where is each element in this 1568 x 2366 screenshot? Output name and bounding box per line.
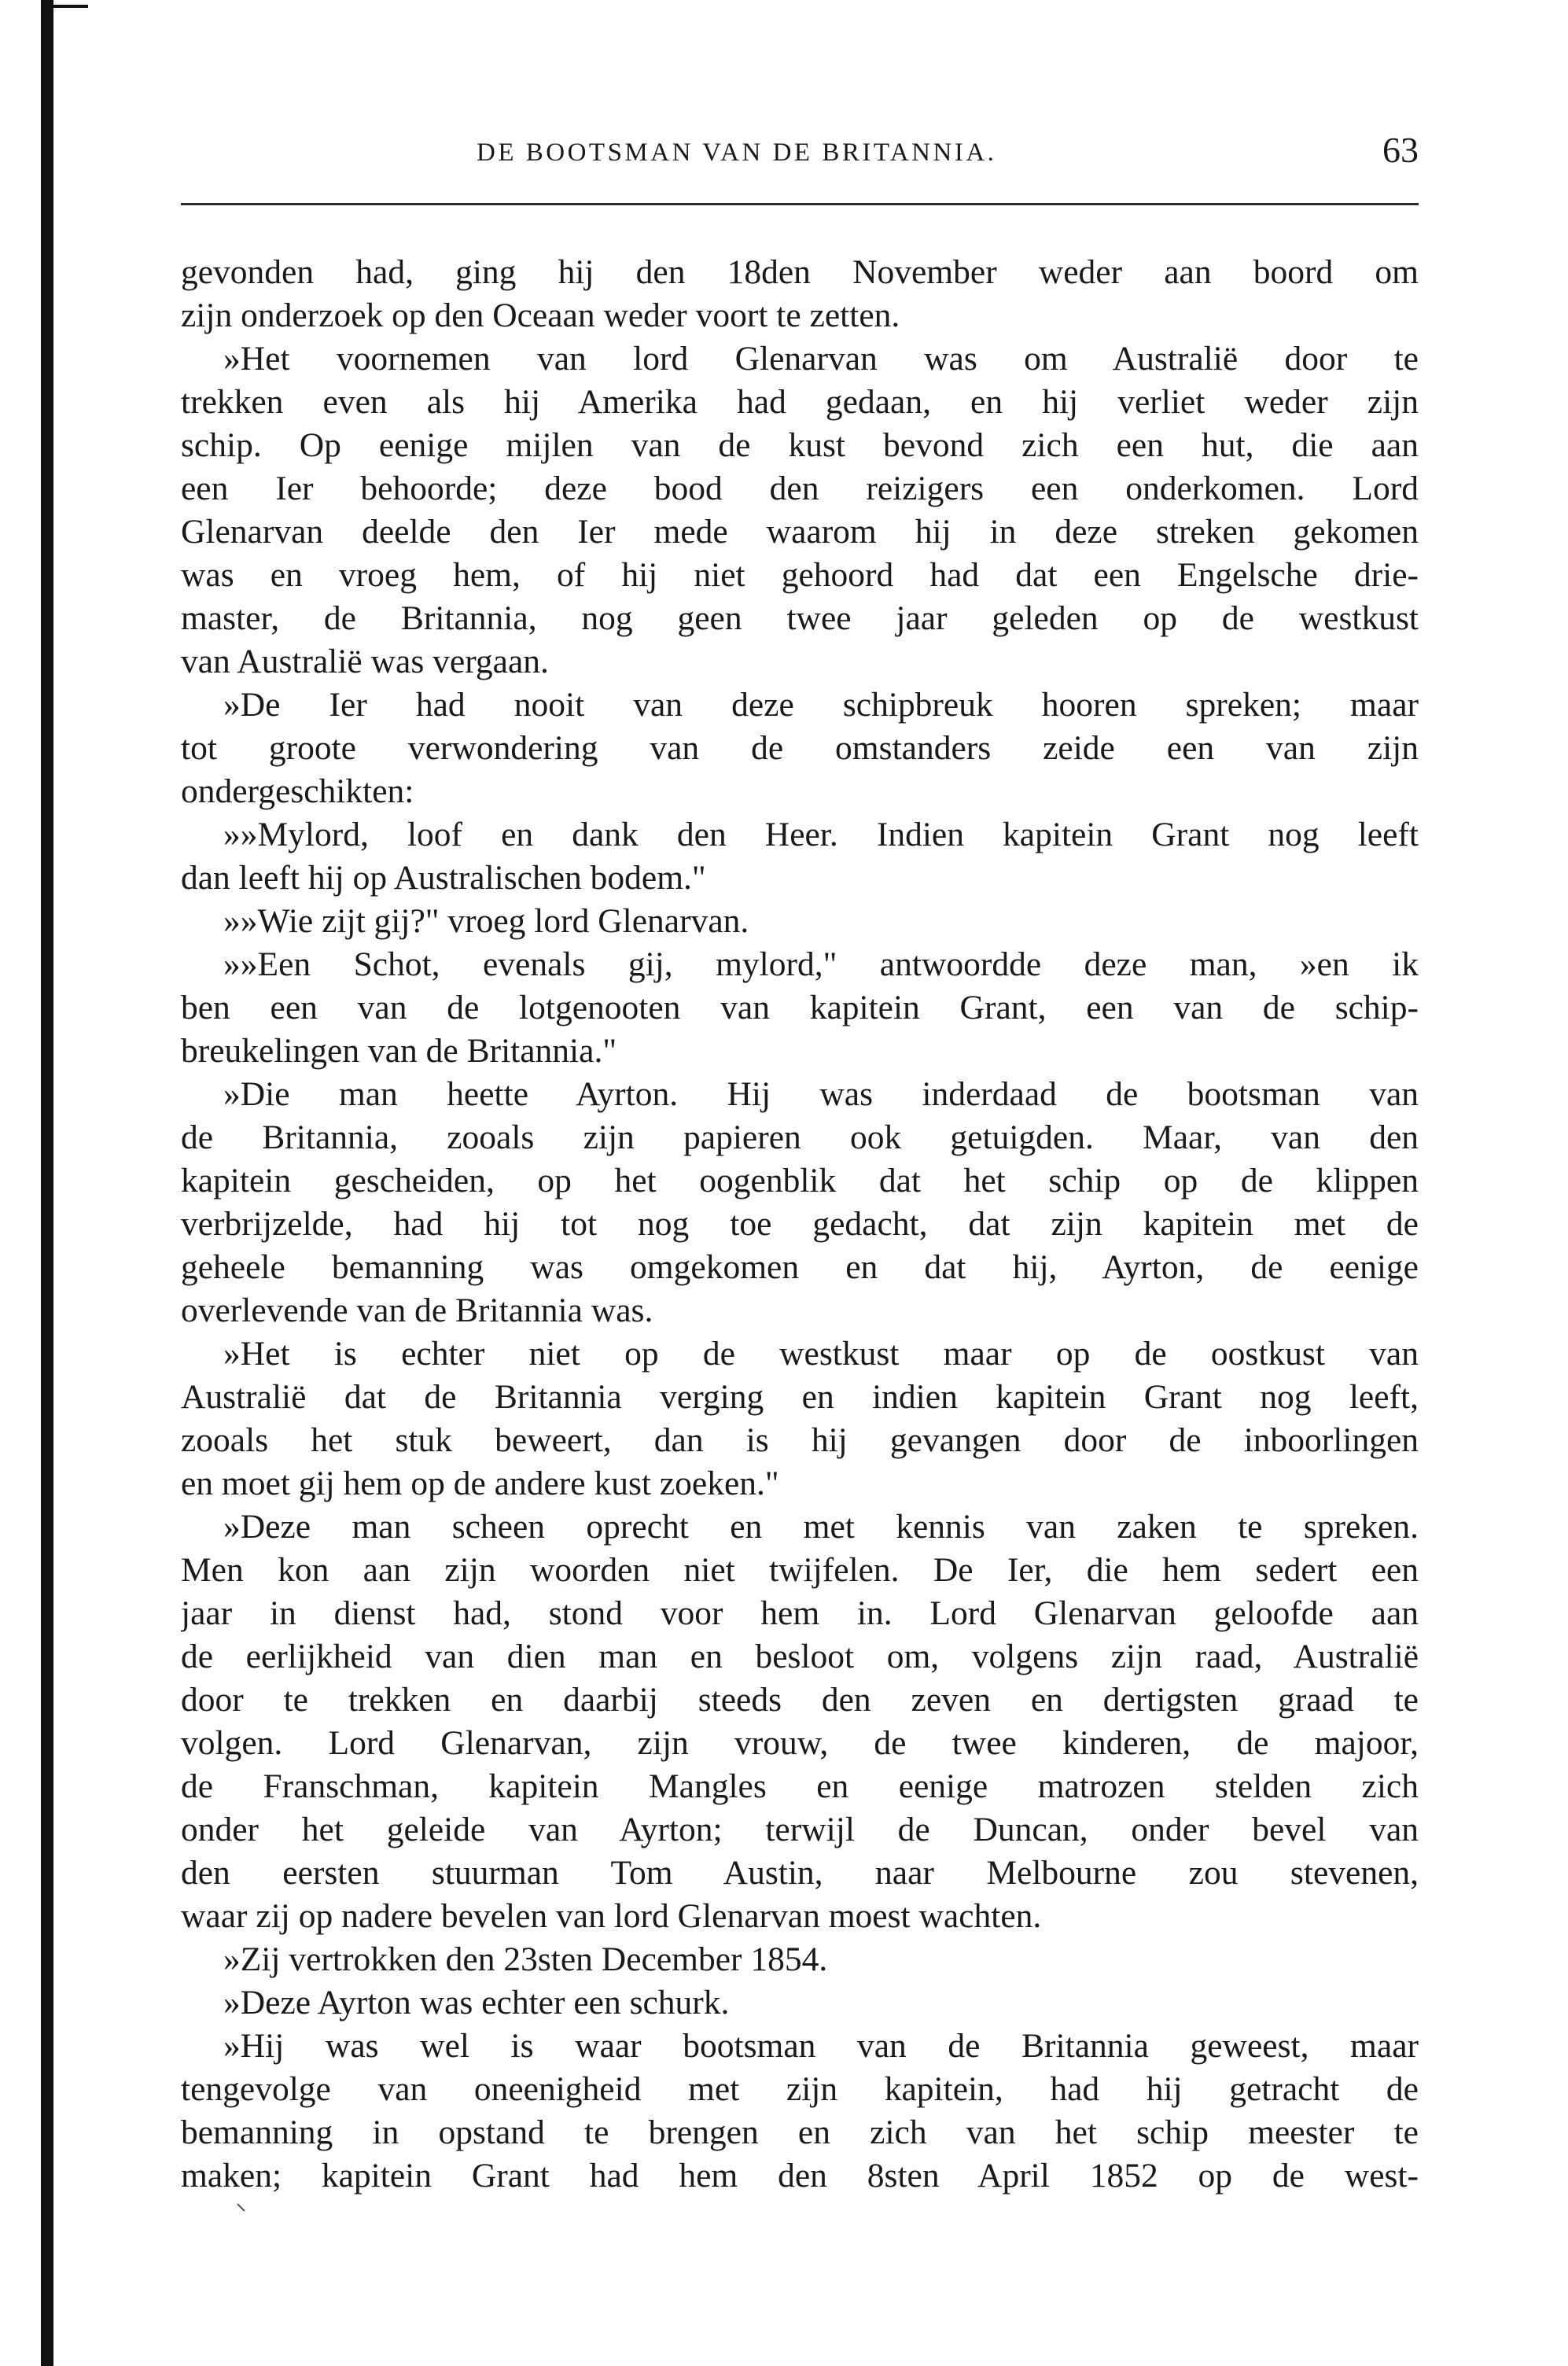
text-line: bemanning in opstand te brengen en zich van het schip meester te bbox=[181, 2114, 1419, 2151]
text-line: zooals het stuk beweert, dan is hij gevangen door de inboorlingen bbox=[181, 1421, 1419, 1459]
text-line: master, de Britannia, nog geen twee jaar geleden op de westkust bbox=[181, 599, 1419, 637]
body-text bbox=[181, 251, 1419, 2198]
text-line: overlevende van de Britannia was. bbox=[181, 1292, 653, 1329]
text-line: een Ier behoorde; deze bood den reizigers een onderkomen. Lord bbox=[181, 470, 1419, 507]
text-line: »Het voornemen van lord Glenarvan was om Australië door te bbox=[223, 340, 1419, 378]
text-line: kapitein gescheiden, op het oogenblik dat het schip op de klippen bbox=[181, 1162, 1419, 1200]
text-line: maken; kapitein Grant had hem den 8sten April 1852 op de west- bbox=[181, 2157, 1419, 2195]
text-line: »Die man heette Ayrton. Hij was inderdaad de bootsman van bbox=[223, 1075, 1419, 1113]
text-line: »»Een Schot, evenals gij, mylord," antwoordde deze man, »en ik bbox=[223, 945, 1419, 983]
text-line: de Franschman, kapitein Mangles en eenige matrozen stelden zich bbox=[181, 1767, 1419, 1805]
text-line: den eersten stuurman Tom Austin, naar Melbourne zou stevenen, bbox=[181, 1854, 1419, 1892]
text-line: Men kon aan zijn woorden niet twijfelen. De Ier, die hem sedert een bbox=[181, 1551, 1419, 1589]
text-line: verbrijzelde, had hij tot nog toe gedacht, dat zijn kapitein met de bbox=[181, 1205, 1419, 1243]
book-spine-corner bbox=[47, 5, 88, 8]
text-line: de Britannia, zooals zijn papieren ook getuigden. Maar, van den bbox=[181, 1119, 1419, 1156]
text-line: ondergeschikten: bbox=[181, 772, 414, 810]
running-header bbox=[181, 130, 1419, 182]
text-line: »Hij was wel is waar bootsman van de Britannia geweest, maar bbox=[223, 2027, 1419, 2065]
text-line: waar zij op nadere bevelen van lord Glenarvan moest wachten. bbox=[181, 1897, 1042, 1935]
text-line: tot groote verwondering van de omstanders zeide een van zijn bbox=[181, 729, 1419, 767]
text-line: volgen. Lord Glenarvan, zijn vrouw, de twee kinderen, de majoor, bbox=[181, 1724, 1419, 1762]
text-line: »»Wie zijt gij?" vroeg lord Glenarvan. bbox=[223, 902, 749, 940]
text-line: en moet gij hem op de andere kust zoeken." bbox=[181, 1465, 779, 1502]
text-line: door te trekken en daarbij steeds den zeven en dertigsten graad te bbox=[181, 1681, 1419, 1719]
text-line: breukelingen van de Britannia." bbox=[181, 1032, 617, 1070]
text-line: tengevolge van oneenigheid met zijn kapitein, had hij getracht de bbox=[181, 2070, 1419, 2108]
text-line: onder het geleide van Ayrton; terwijl de Duncan, onder bevel van bbox=[181, 1811, 1419, 1848]
header-rule bbox=[181, 203, 1419, 205]
text-line: dan leeft hij op Australischen bodem." bbox=[181, 859, 706, 897]
text-line: ben een van de lotgenooten van kapitein Grant, een van de schip- bbox=[181, 989, 1419, 1026]
stray-ink-mark bbox=[236, 2202, 247, 2213]
text-line: zijn onderzoek op den Oceaan weder voort te zetten. bbox=[181, 297, 900, 334]
running-title: DE BOOTSMAN VAN DE BRITANNIA. bbox=[477, 138, 997, 167]
page-number: 63 bbox=[1382, 130, 1419, 170]
text-line: trekken even als hij Amerika had gedaan, en hij verliet weder zijn bbox=[181, 383, 1419, 421]
text-line: de eerlijkheid van dien man en besloot om, volgens zijn raad, Australië bbox=[181, 1638, 1419, 1675]
text-line: »De Ier had nooit van deze schipbreuk hooren spreken; maar bbox=[223, 686, 1419, 724]
text-line: »Deze man scheen oprecht en met kennis van zaken te spreken. bbox=[223, 1508, 1419, 1546]
text-line: schip. Op eenige mijlen van de kust bevond zich een hut, die aan bbox=[181, 426, 1419, 464]
text-line: geheele bemanning was omgekomen en dat hij, Ayrton, de eenige bbox=[181, 1248, 1419, 1286]
book-spine-shadow bbox=[41, 0, 53, 2366]
text-line: Australië dat de Britannia verging en indien kapitein Grant nog leeft, bbox=[181, 1378, 1419, 1416]
text-line: was en vroeg hem, of hij niet gehoord had dat een Engelsche drie- bbox=[181, 556, 1419, 594]
text-line: jaar in dienst had, stond voor hem in. Lord Glenarvan geloofde aan bbox=[181, 1594, 1419, 1632]
text-line: gevonden had, ging hij den 18den November weder aan boord om bbox=[181, 253, 1419, 291]
text-line: »Het is echter niet op de westkust maar op de oostkust van bbox=[223, 1335, 1419, 1373]
text-line: »Zij vertrokken den 23sten December 1854. bbox=[223, 1940, 828, 1978]
text-line: Glenarvan deelde den Ier mede waarom hij in deze streken gekomen bbox=[181, 513, 1419, 551]
text-line: »»Mylord, loof en dank den Heer. Indien kapitein Grant nog leeft bbox=[223, 816, 1419, 853]
text-line: »Deze Ayrton was echter een schurk. bbox=[223, 1984, 730, 2021]
text-line: van Australië was vergaan. bbox=[181, 643, 549, 680]
